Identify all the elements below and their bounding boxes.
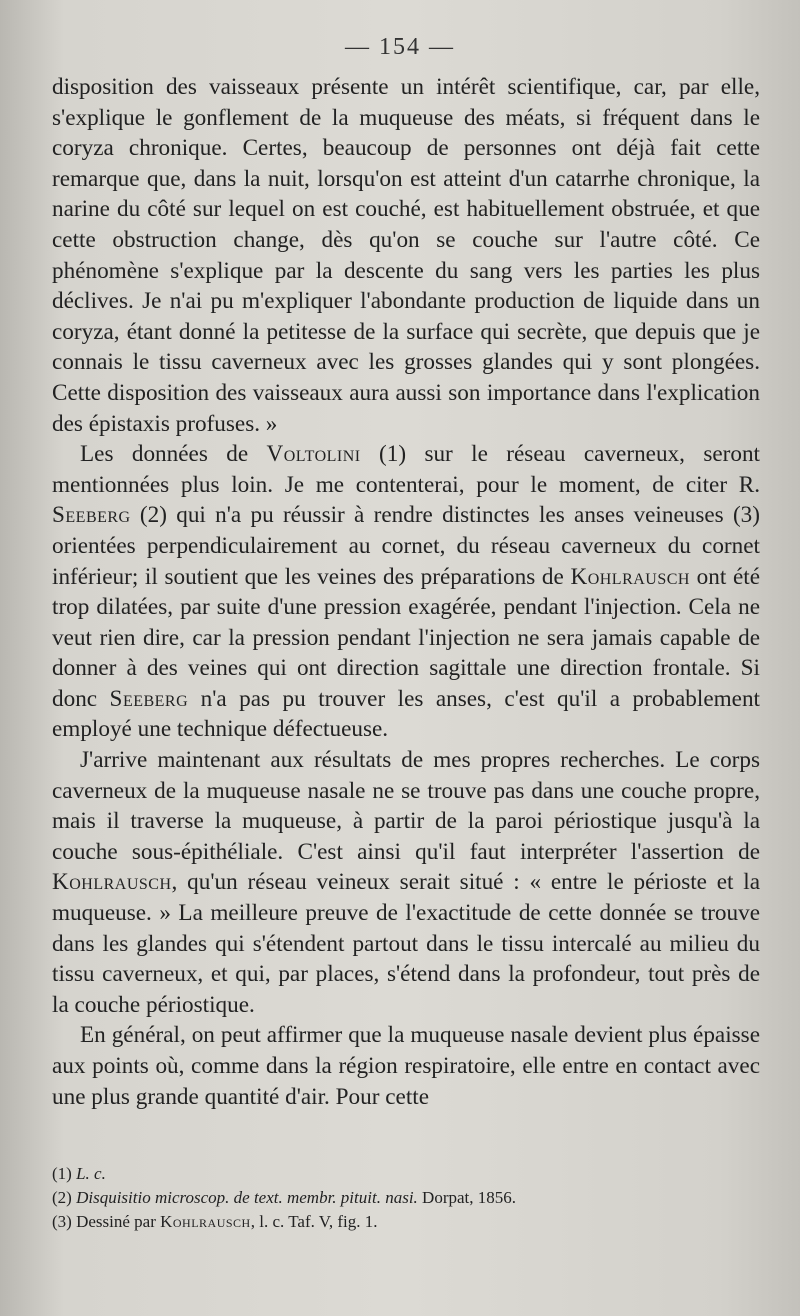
paragraph xyxy=(52,1020,760,1112)
text-run: , qu'un réseau veineux serait situé : « entre le périoste et la muqueuse. » La meilleure preuve de l'exactitude de cette donnée se trouve dans les glandes qui s'étendent partout dans le tissu intercalé au milieu du tissu caverneux, et qui, par places, s'étend dans la profondeur, tout près de la couche périostique. xyxy=(52,869,760,1018)
text-run: n'a pas pu trouver les anses, c'est qu'il a probablement employé une technique défectueuse. xyxy=(52,685,760,743)
footnote xyxy=(52,1162,760,1186)
footnote xyxy=(52,1210,760,1234)
author-name: Kohlrausch xyxy=(52,869,172,896)
footnote-text: , l. c. Taf. V, fig. 1. xyxy=(250,1212,378,1231)
author-name: Seeberg xyxy=(52,502,131,529)
footnote-text: L. c. xyxy=(76,1164,106,1183)
page-number: — 154 — xyxy=(345,34,455,60)
footnote-text: Kohlrausch xyxy=(160,1212,251,1231)
text-run: J'arrive maintenant aux résultats de mes propres recherches. Le corps caverneux de la muqueuse nasale ne se trouve pas dans une couche propre, mais il traverse la muqueuse, à partir de la paroi périostique jusqu'à la couche sous-épithéliale. C'est ainsi qu'il faut interpréter l'assertion de xyxy=(52,747,760,865)
paragraph xyxy=(52,745,760,1020)
footnotes xyxy=(52,1162,760,1234)
footnote-text: Dorpat, 1856. xyxy=(417,1188,517,1207)
footnote-text: (3) Dessiné par xyxy=(52,1212,161,1231)
paragraph xyxy=(52,72,760,439)
text-run: disposition des vaisseaux présente un intérêt scientifique, car, par elle, s'explique le gonflement de la muqueuse des méats, si fréquent dans le coryza chronique. Certes, beaucoup de personnes ont déjà fait cette remarque que, dans la nuit, lorsqu'on est atteint d'un catarrhe chronique, la narine du côté sur lequel on est couché, est habituellement obstruée, et que cette obstruction change, dès qu'on se couche sur l'autre côté. Ce phénomène s'explique par la descente du sang vers les parties les plus déclives. Je n'ai pu m'expliquer l'abondante production de liquide dans un coryza, étant donné la petitesse de la surface qui secrète, que depuis que je connais le tissu caverneux avec les grosses glandes qui y sont plongées. Cette disposition des vaisseaux aura aussi son importance dans l'explication des épistaxis profuses. » xyxy=(52,74,760,437)
footnote-text: Disquisitio microscop. de text. membr. pituit. nasi. xyxy=(76,1188,418,1207)
footnote-text: (1) xyxy=(52,1164,77,1183)
text-run: En général, on peut affirmer que la muqueuse nasale devient plus épaisse aux points où, comme dans la région respiratoire, elle entre en contact avec une plus grande quantité d'air. Pour cette xyxy=(52,1022,760,1110)
text-run: (1) sur le réseau caverneux, seront mentionnées plus loin. Je me contenterai, pour le moment, de citer R. xyxy=(52,441,760,498)
footnote xyxy=(52,1186,760,1210)
text-run: Les données de xyxy=(80,441,267,468)
paragraph xyxy=(52,439,760,745)
text-run: (2) qui n'a pu réussir à rendre distinctes les anses veineuses (3) orientées perpendiculairement au cornet, du réseau caverneux du cornet inférieur; il soutient que les veines des préparations de xyxy=(52,502,760,590)
author-name: Voltolini xyxy=(266,441,361,468)
footnote-text: (2) xyxy=(52,1188,77,1207)
text-run: ont été trop dilatées, par suite d'une pression exagérée, pendant l'injection. Cela ne veut rien dire, car la pression pendant l'injection ne sera jamais capable de donner à des veines qui ont direction sagittale une direction frontale. Si donc xyxy=(52,563,760,712)
author-name: Seeberg xyxy=(109,685,189,712)
body-text xyxy=(52,72,760,1112)
author-name: Kohlrausch xyxy=(570,563,690,590)
